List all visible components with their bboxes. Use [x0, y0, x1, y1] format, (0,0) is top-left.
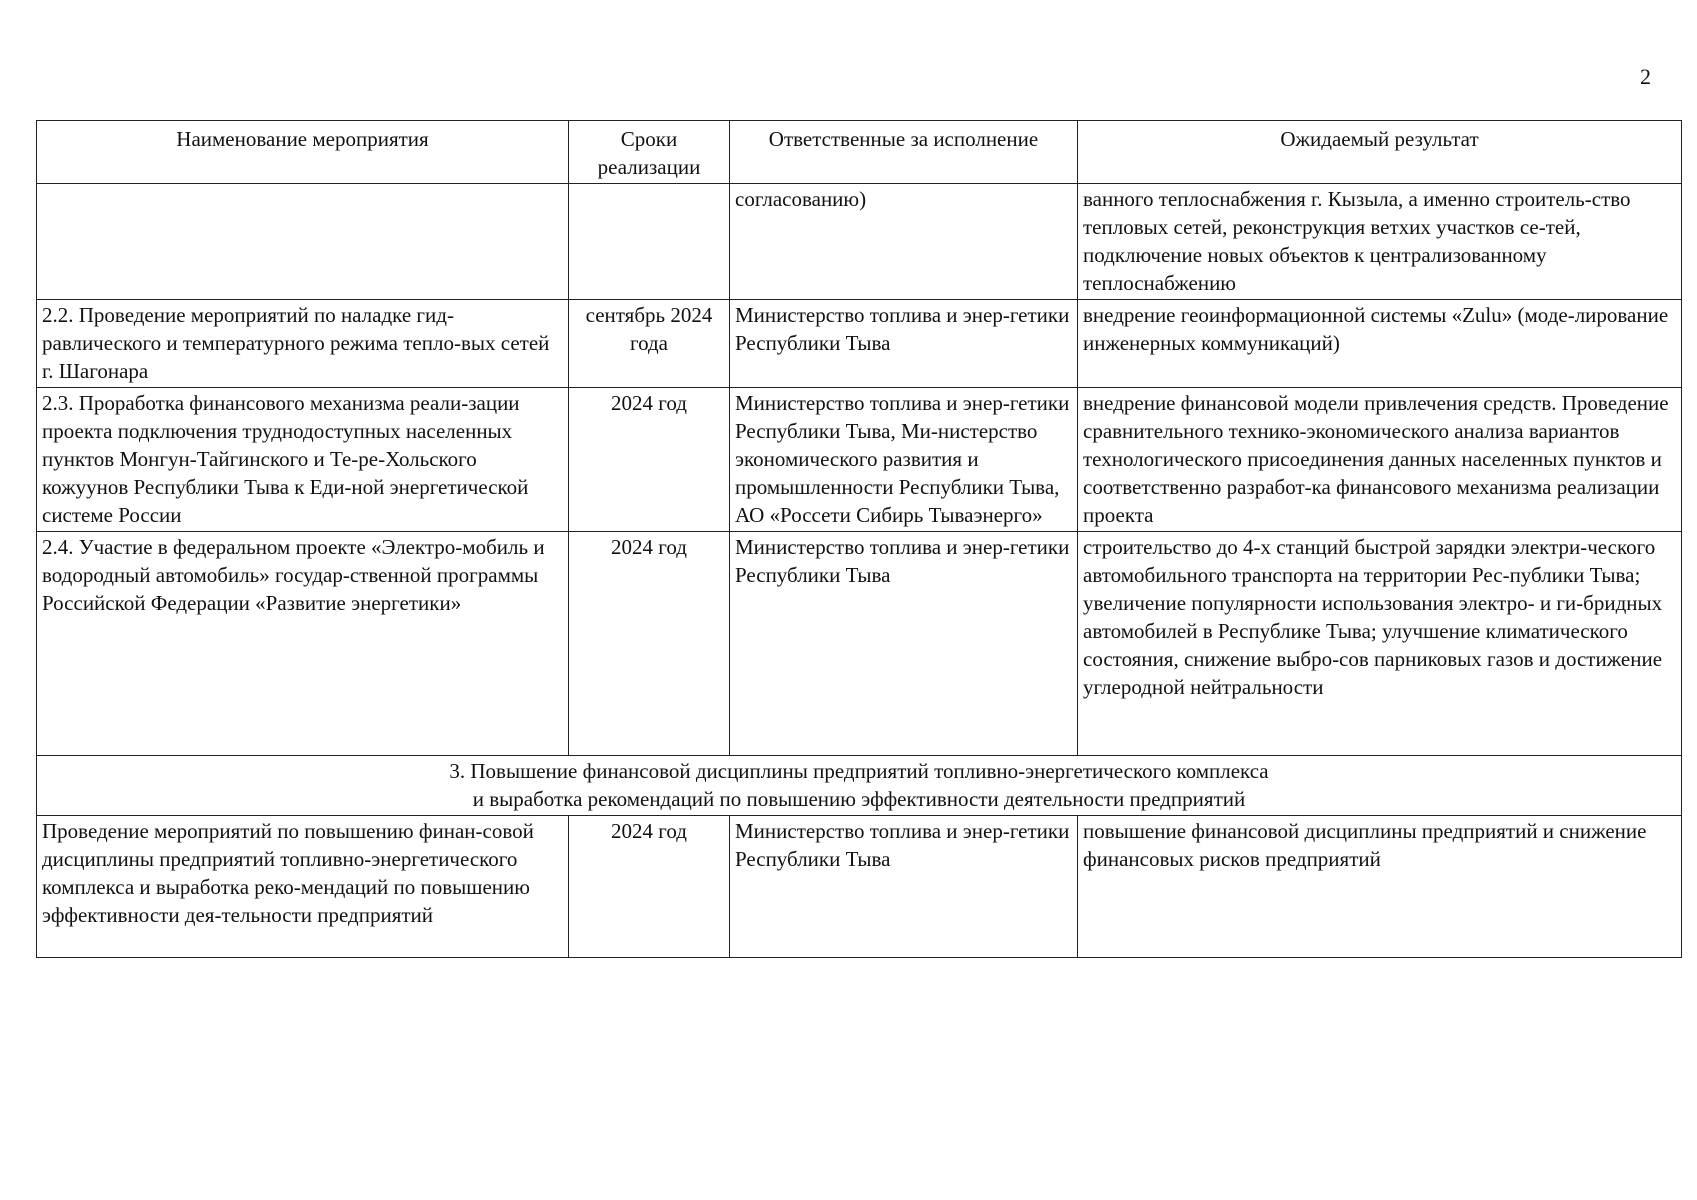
cell-term: 2024 год	[569, 816, 730, 958]
table-row	[37, 184, 1682, 300]
cell-responsible: Министерство топлива и энер-гетики Республики Тыва, Ми-нистерство экономического развития и промышленности Республики Тыва, АО «Россети Сибирь Тываэнерго»	[730, 388, 1078, 532]
cell-term: 2024 год	[569, 532, 730, 756]
section-3-title-line1: 3. Повышение финансовой дисциплины предприятий топливно-энергетического комплекса	[449, 759, 1269, 783]
cell-name: 2.4. Участие в федеральном проекте «Электро-мобиль и водородный автомобиль» государ-ственной программы Российской Федерации «Развитие энергетики»	[37, 532, 569, 756]
cell-term	[569, 184, 730, 300]
cell-responsible: Министерство топлива и энер-гетики Республики Тыва	[730, 816, 1078, 958]
cell-name	[37, 184, 569, 300]
table-row	[37, 816, 1682, 958]
cell-name: 2.3. Проработка финансового механизма реали-зации проекта подключения труднодоступных населенных пунктов Монгун-Тайгинского и Те-ре-Хольского кожуунов Республики Тыва к Еди-ной энергетической системе России	[37, 388, 569, 532]
header-name: Наименование мероприятия	[37, 121, 569, 184]
cell-responsible: Министерство топлива и энер-гетики Республики Тыва	[730, 532, 1078, 756]
cell-result: повышение финансовой дисциплины предприятий и снижение финансовых рисков предприятий	[1078, 816, 1682, 958]
cell-responsible: согласованию)	[730, 184, 1078, 300]
cell-name: Проведение мероприятий по повышению финан-совой дисциплины предприятий топливно-энергетического комплекса и выработка реко-мендаций по повышению эффективности дея-тельности предприятий	[37, 816, 569, 958]
cell-result: внедрение финансовой модели привлечения средств. Проведение сравнительного технико-экономического анализа вариантов технологического присоединения данных населенных пунктов и соответственно разработ-ка финансового механизма реализации проекта	[1078, 388, 1682, 532]
cell-result: строительство до 4-х станций быстрой зарядки электри-ческого автомобильного транспорта на территории Рес-публики Тыва; увеличение популярности использования электро- и ги-бридных автомобилей в Республике Тыва; улучшение климатического состояния, снижение выбро-сов парниковых газов и достижение углеродной нейтральности	[1078, 532, 1682, 756]
measures-table	[36, 120, 1682, 958]
cell-responsible: Министерство топлива и энер-гетики Республики Тыва	[730, 300, 1078, 388]
cell-term: сентябрь 2024 года	[569, 300, 730, 388]
section-3-title	[37, 756, 1682, 816]
cell-name: 2.2. Проведение мероприятий по наладке гид-равлического и температурного режима тепло-вых сетей г. Шагонара	[37, 300, 569, 388]
header-result: Ожидаемый результат	[1078, 121, 1682, 184]
table-row	[37, 532, 1682, 756]
table-row	[37, 388, 1682, 532]
cell-term: 2024 год	[569, 388, 730, 532]
page-number: 2	[1640, 64, 1651, 89]
table-header-row	[37, 121, 1682, 184]
table-row	[37, 300, 1682, 388]
section-3-title-line2: и выработка рекомендаций по повышению эффективности деятельности предприятий	[472, 787, 1246, 811]
cell-result: ванного теплоснабжения г. Кызыла, а именно строитель-ство тепловых сетей, реконструкция ветхих участков се-тей, подключение новых объектов к централизованному теплоснабжению	[1078, 184, 1682, 300]
header-term: Сроки реализации	[569, 121, 730, 184]
cell-result: внедрение геоинформационной системы «Zulu» (моде-лирование инженерных коммуникаций)	[1078, 300, 1682, 388]
header-responsible: Ответственные за исполнение	[730, 121, 1078, 184]
section-header-row	[37, 756, 1682, 816]
